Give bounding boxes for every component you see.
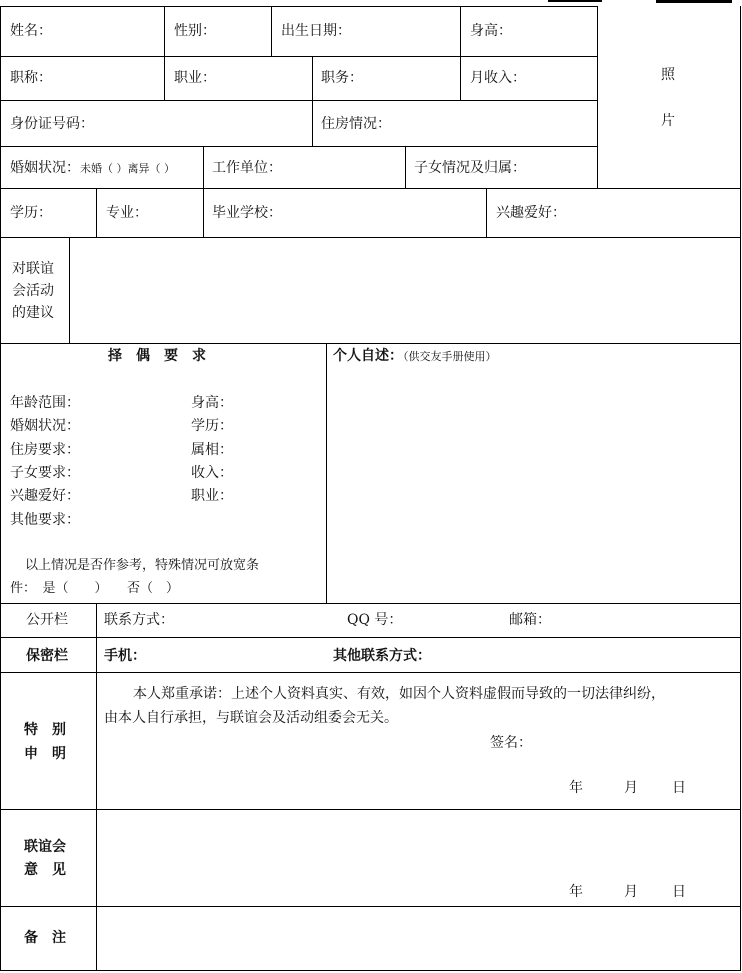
grid-line bbox=[96, 188, 97, 237]
declaration-text-line1: 本人郑重承诺：上述个人资料真实、有效，如因个人资料虚假而导致的一切法律纠纷， bbox=[133, 686, 665, 702]
name-label: 姓名： bbox=[10, 23, 52, 39]
mobile-label: 手机： bbox=[104, 648, 146, 664]
id-number-label: 身份证号码： bbox=[10, 116, 94, 132]
grid-line bbox=[0, 146, 598, 147]
private-section-label: 保密栏 bbox=[26, 648, 68, 664]
grid-line bbox=[312, 56, 313, 146]
mate-housing-label: 住房要求： bbox=[10, 442, 80, 458]
mate-hobbies-label: 兴趣爱好： bbox=[10, 488, 80, 504]
public-section-label: 公开栏 bbox=[26, 612, 68, 628]
grid-line bbox=[0, 672, 741, 673]
grid-line bbox=[0, 970, 741, 971]
grid-line bbox=[486, 188, 487, 237]
opinion-month-label: 月 bbox=[624, 884, 638, 900]
education-label: 学历： bbox=[10, 205, 52, 221]
occupation-label: 职业： bbox=[174, 70, 216, 86]
grid-line bbox=[164, 6, 165, 100]
self-intro-text: 个人自述： bbox=[333, 348, 403, 364]
self-intro-note: （供交友手册使用） bbox=[403, 350, 497, 363]
mate-education-label: 学历： bbox=[191, 418, 233, 434]
mate-occupation-label: 职业： bbox=[191, 488, 233, 504]
grid-line bbox=[740, 6, 741, 971]
mate-requirements-heading: 择 偶 要 求 bbox=[108, 348, 206, 364]
opinion-label-line2: 意 见 bbox=[24, 862, 66, 878]
grid-line bbox=[0, 906, 741, 907]
mate-marital-label: 婚姻状况： bbox=[10, 418, 80, 434]
opinion-label-line1: 联谊会 bbox=[24, 839, 66, 855]
declaration-label-line2: 申 明 bbox=[24, 746, 66, 762]
top-edge-mark bbox=[656, 0, 732, 3]
other-contact-label: 其他联系方式： bbox=[333, 648, 431, 664]
school-label: 毕业学校： bbox=[212, 205, 282, 221]
hobbies-label: 兴趣爱好： bbox=[496, 205, 566, 221]
self-intro-label bbox=[333, 348, 497, 365]
mate-other-label: 其他要求： bbox=[10, 512, 80, 528]
opinion-day-label: 日 bbox=[672, 884, 686, 900]
mate-height-label: 身高： bbox=[191, 395, 233, 411]
grid-line bbox=[0, 603, 741, 604]
marital-status-label bbox=[10, 160, 175, 177]
photo-label-line2: 片 bbox=[661, 113, 675, 129]
remarks-label: 备 注 bbox=[24, 930, 66, 946]
monthly-income-label: 月收入： bbox=[470, 70, 526, 86]
suggestion-label-line3: 的建议 bbox=[12, 305, 54, 321]
age-range-label: 年龄范围： bbox=[10, 395, 80, 411]
grid-line bbox=[326, 343, 327, 603]
grid-line bbox=[0, 343, 741, 344]
marital-status-text: 婚姻状况： bbox=[10, 160, 80, 176]
birth-date-label: 出生日期： bbox=[281, 23, 351, 39]
qq-label: QQ 号： bbox=[347, 612, 403, 628]
declaration-text-line2: 由本人自行承担，与联谊会及活动组委会无关。 bbox=[104, 710, 398, 726]
declaration-year-label: 年 bbox=[569, 780, 583, 796]
mate-children-label: 子女要求： bbox=[10, 465, 80, 481]
email-label: 邮箱： bbox=[509, 612, 551, 628]
major-label: 专业： bbox=[106, 205, 148, 221]
mate-zodiac-label: 属相： bbox=[191, 442, 233, 458]
marital-options: 未婚（ ）离异（ ） bbox=[80, 162, 175, 175]
employer-label: 工作单位： bbox=[212, 160, 282, 176]
signature-label: 签名： bbox=[490, 735, 532, 751]
grid-line bbox=[0, 637, 741, 638]
declaration-month-label: 月 bbox=[624, 780, 638, 796]
title-label: 职称： bbox=[10, 70, 52, 86]
top-edge-fragment bbox=[548, 0, 602, 2]
declaration-day-label: 日 bbox=[672, 780, 686, 796]
suggestion-label-line1: 对联谊 bbox=[12, 261, 54, 277]
opinion-year-label: 年 bbox=[569, 884, 583, 900]
grid-line bbox=[0, 188, 741, 189]
mate-income-label: 收入： bbox=[191, 465, 233, 481]
mate-note-line2: 件： 是（ ） 否（ ） bbox=[10, 581, 180, 596]
grid-line bbox=[405, 146, 406, 188]
grid-line bbox=[0, 809, 741, 810]
suggestion-label-line2: 会活动 bbox=[12, 283, 54, 299]
position-label: 职务： bbox=[321, 70, 363, 86]
declaration-label-line1: 特 别 bbox=[24, 722, 66, 738]
grid-line bbox=[203, 188, 204, 237]
grid-line bbox=[271, 6, 272, 56]
grid-line bbox=[0, 100, 598, 101]
gender-label: 性别： bbox=[174, 23, 216, 39]
children-label: 子女情况及归属： bbox=[414, 160, 526, 176]
grid-line bbox=[96, 603, 97, 971]
grid-line bbox=[597, 6, 598, 188]
grid-line bbox=[0, 6, 1, 971]
contact-method-label: 联系方式： bbox=[104, 612, 174, 628]
grid-line bbox=[0, 237, 741, 238]
photo-label-line1: 照 bbox=[661, 67, 675, 83]
grid-line bbox=[0, 56, 598, 57]
grid-line bbox=[460, 6, 461, 100]
mate-note-line1: 以上情况是否作参考，特殊情况可放宽条 bbox=[25, 558, 260, 573]
grid-line bbox=[203, 146, 204, 188]
height-label: 身高： bbox=[470, 23, 512, 39]
housing-label: 住房情况： bbox=[321, 116, 391, 132]
grid-line bbox=[0, 6, 598, 7]
grid-line bbox=[69, 237, 70, 343]
